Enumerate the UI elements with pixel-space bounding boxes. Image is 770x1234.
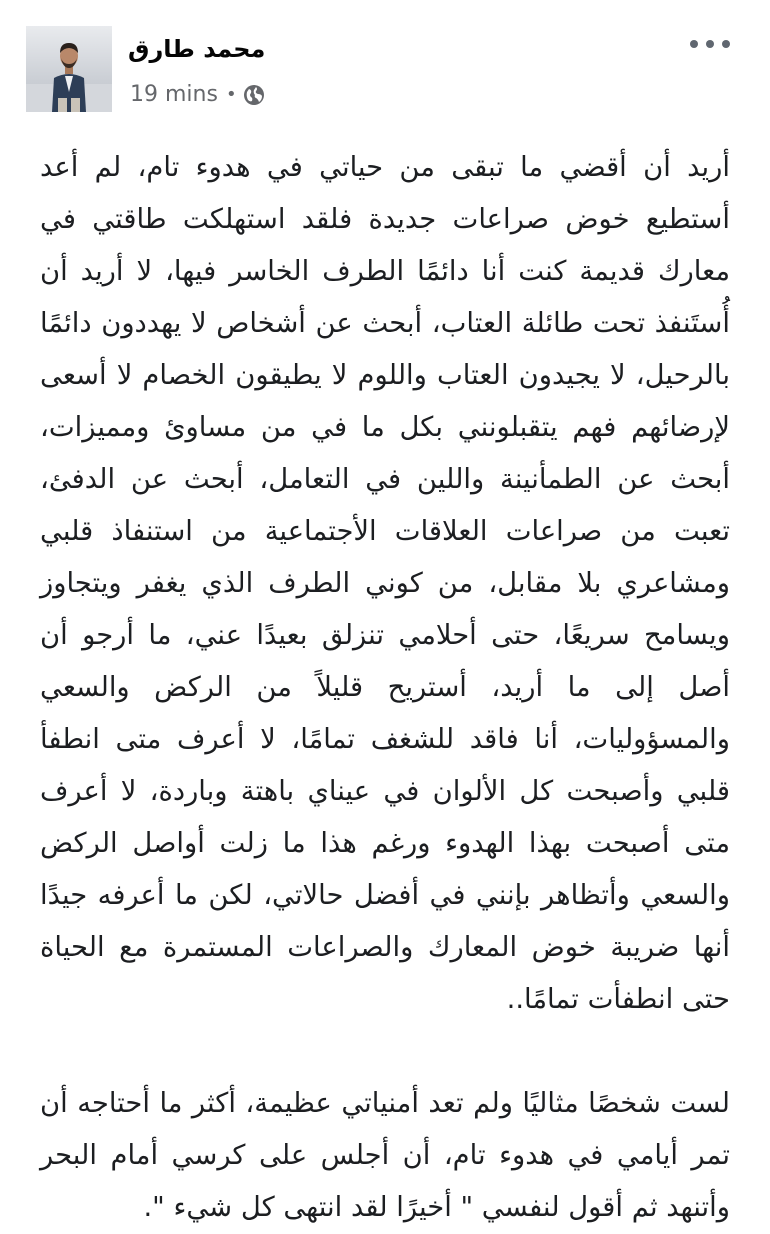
avatar-image (26, 26, 112, 112)
author-name[interactable]: محمد طارق (128, 35, 266, 63)
post-paragraph-1: أريد أن أقضي ما تبقى من حياتي في هدوء تام، لم أعد أستطيع خوض صراعات جديدة فلقد استهلكت طاقتي في معارك قديمة كنت أنا دائمًا الطرف الخاسر فيها، لا أريد أن أُستَنفذ تحت طائلة العتاب، أبحث عن أشخاص لا يهددون دائمًا بالرحيل، لا يجيدون العتاب واللوم لا يطيقون الخصام لا أسعى لإرضائهم فهم يتقبلونني بكل ما في من مساوئ ومميزات، أبحث عن الطمأنينة واللين في التعامل، أبحث عن الدفئ، تعبت من صراعات العلاقات الأجتماعية من استنفاذ قلبي ومشاعري بلا مقابل، من كوني الطرف الذي يغفر ويتجاوز ويسامح سريعًا، حتى أحلامي تنزلق بعيدًا عني، ما أرجو أن أصل إلى ما أريد، أستريح قليلاً من الركض والسعي والمسؤوليات، أنا فاقد للشغف تمامًا، لا أعرف متى انطفأ قلبي وأصبحت كل الألوان في عيناي باهتة وباردة، لا أعرف متى أصبحت بهذا الهدوء ورغم هذا ما زلت أواصل الركض والسعي وأتظاهر بإنني في أفضل حالاتي، لكن ما أعرفه جيدًا أنها ضريبة خوض المعارك والصراعات المستمرة مع الحياة حتى انطفأت تمامًا.. (40, 152, 730, 1015)
menu-dot (706, 40, 714, 48)
timestamp[interactable]: 19 mins (130, 82, 218, 107)
menu-dot (722, 40, 730, 48)
globe-icon[interactable] (243, 84, 265, 106)
post-meta (130, 80, 265, 110)
more-options-icon[interactable] (690, 34, 730, 54)
avatar[interactable] (26, 26, 112, 112)
post-text (40, 142, 730, 1234)
meta-separator: • (225, 84, 237, 105)
menu-dot (690, 40, 698, 48)
post-paragraph-2: لست شخصًا مثاليًا ولم تعد أمنياتي عظيمة، أكثر ما أحتاجه أن تمر أيامي في هدوء تام، أن أجلس على كرسي أمام البحر وأتنهد ثم أقول لنفسي " أخيرًا لقد انتهى كل شيء ". (40, 1088, 730, 1223)
